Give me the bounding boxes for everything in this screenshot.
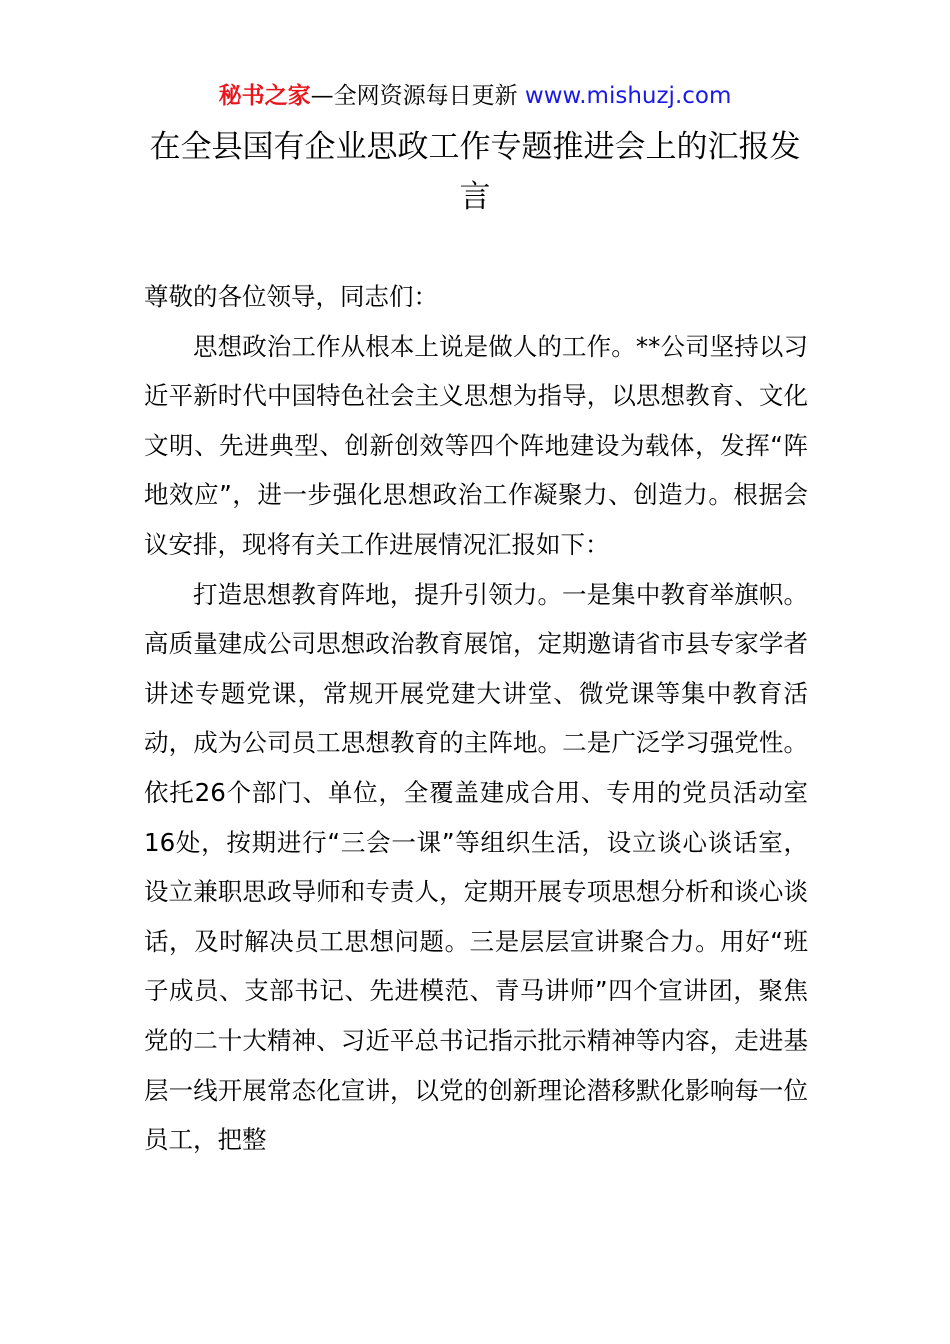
salutation: 尊敬的各位领导，同志们： — [144, 282, 438, 311]
site-brand: 秘书之家 — [218, 83, 311, 109]
document-title: 在全县国有企业思政工作专题推进会上的汇报发言 — [149, 129, 801, 215]
site-url-link[interactable]: www.mishuzj.com — [524, 83, 732, 109]
site-header — [0, 80, 950, 112]
document-body — [144, 272, 808, 1165]
paragraph: 打造思想教育阵地，提升引领力。一是集中教育举旗帜。高质量建成公司思想政治教育展馆，定期邀请省市县专家学者讲述专题党课，常规开展党建大讲堂、微党课等集中教育活动，成为公司员工思想教育的主阵地。二是广泛学习强党性。依托26个部门、单位，全覆盖建成合用、专用的党员活动室16处，按期进行“三会一课”等组织生活，设立谈心谈话室，设立兼职思政导师和专责人，定期开展专项思想分析和谈心谈话，及时解决员工思想问题。三是层层宣讲聚合力。用好“班子成员、支部书记、先进模范、青马讲师”四个宣讲团，聚焦党的二十大精神、习近平总书记指示批示精神等内容，走进基层一线开展常态化宣讲，以党的创新理论潜移默化影响每一位员工，把整 — [144, 579, 808, 1155]
paragraph: 思想政治工作从根本上说是做人的工作。**公司坚持以习近平新时代中国特色社会主义思想为指导，以思想教育、文化文明、先进典型、创新创效等四个阵地建设为载体，发挥“阵地效应”，进一步强化思想政治工作凝聚力、创造力。根据会议安排，现将有关工作进展情况汇报如下： — [144, 331, 808, 559]
site-tagline: —全网资源每日更新 — [310, 83, 518, 109]
